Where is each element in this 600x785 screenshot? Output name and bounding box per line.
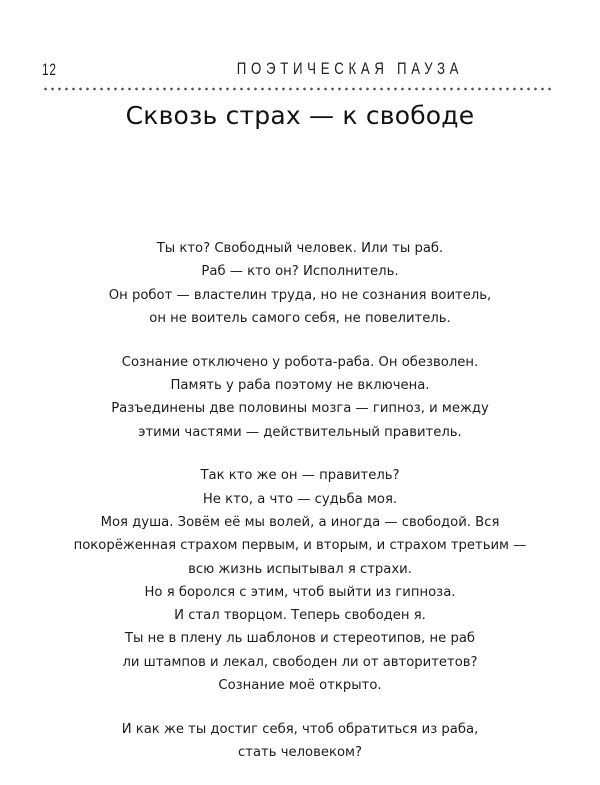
- poem-title: Сквозь страх — к свободе: [125, 101, 475, 130]
- poem-line: покорёженная страхом первым, и вторым, и страхом третьим —: [73, 538, 527, 554]
- poem-line: этими частями — действительный правитель.: [138, 424, 462, 440]
- poem-line: Ты не в плену ль шаблонов и стереотипов, не раб: [124, 631, 476, 647]
- poem-line: стать человеком?: [238, 745, 362, 761]
- poem-line: И стал творцом. Теперь свободен я.: [174, 608, 426, 624]
- poem-line: И как же ты достиг себя, чтоб обратиться из раба,: [121, 721, 479, 737]
- poem-body: [0, 237, 600, 785]
- poem-line: Раб — кто он? Исполнитель.: [201, 264, 399, 280]
- stanza-3: [0, 464, 600, 697]
- poem-line: Ты кто? Свободный человек. Или ты раб.: [156, 241, 444, 256]
- poem-line: он не воитель самого себя, не повелитель.: [149, 310, 451, 326]
- poem-line: Но я боролся с этим, чтоб выйти из гипноза.: [144, 584, 456, 600]
- poem-line: ли штампов и лекал, свободен ли от авторитетов?: [122, 654, 478, 670]
- page-number: 12: [42, 60, 57, 79]
- section-title: ПОЭТИЧЕСКАЯ ПАУЗА: [236, 59, 464, 78]
- poem-line: Он робот — властелин труда, но не сознания воитель,: [108, 287, 492, 303]
- poem-line: Память у раба поэтому не включена.: [170, 377, 430, 393]
- stanza-2: [0, 351, 600, 444]
- stanza-4: [0, 718, 600, 765]
- poem-line: всю жизнь испытывал я страхи.: [188, 561, 412, 577]
- dotted-divider: [42, 87, 555, 91]
- poem-line: Не кто, а что — судьба моя.: [202, 491, 398, 507]
- poem-line: Сознание моё открыто.: [218, 678, 382, 694]
- poem-line: Сознание отключено у робота-раба. Он обезволен.: [121, 354, 479, 370]
- poem-line: Моя душа. Зовём её мы волей, а иногда — свободой. Вся: [100, 514, 500, 530]
- stanza-1: [0, 237, 600, 330]
- poem-line: Разъединены две половины мозга — гипноз, и между: [111, 401, 489, 417]
- poem-line: Так кто же он — правитель?: [200, 468, 400, 484]
